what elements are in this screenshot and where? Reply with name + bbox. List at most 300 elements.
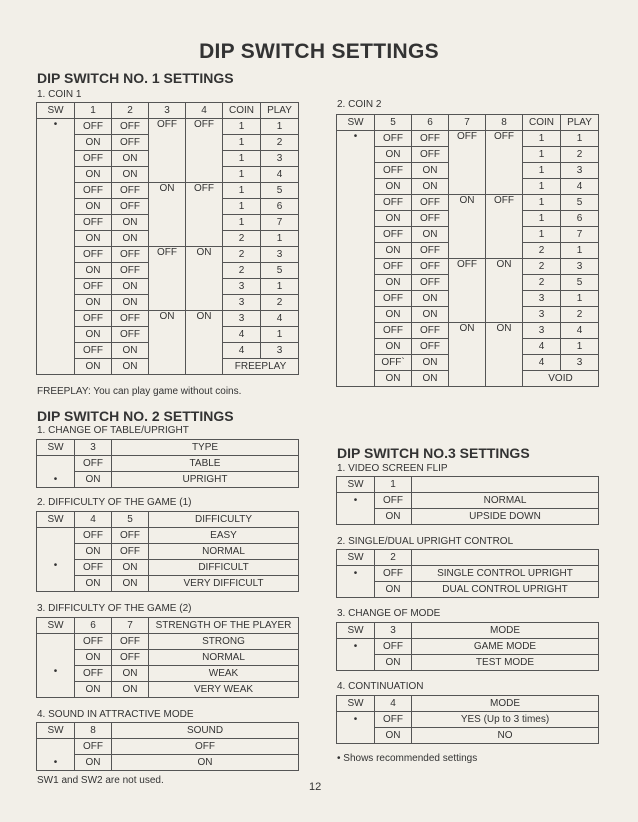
switch-cell: OFF: [412, 323, 449, 339]
table-upright-table: [36, 439, 299, 488]
table-row: [337, 195, 599, 211]
value-cell: DUAL CONTROL UPRIGHT: [412, 582, 599, 598]
play-cell: 3: [261, 151, 299, 167]
play-cell: 4: [261, 167, 299, 183]
switch-cell: ON: [375, 211, 412, 227]
sw-marker-cell: [37, 456, 75, 472]
header-cell: 5: [112, 512, 149, 528]
value-cell: UPRIGHT: [112, 472, 299, 488]
sound-subtitle: 4. SOUND IN ATTRACTIVE MODE: [37, 709, 194, 720]
coin-cell: 2: [523, 275, 561, 291]
recommended-note: • Shows recommended settings: [337, 753, 478, 764]
table-row: [337, 639, 599, 655]
play-cell: 7: [261, 215, 299, 231]
coin-cell: 1: [223, 119, 261, 135]
table-row: [337, 728, 599, 744]
switch-cell: OFF: [75, 666, 112, 682]
switch-cell: OFF: [375, 323, 412, 339]
switch-cell: ON: [75, 359, 112, 375]
switch-cell: OFF: [375, 291, 412, 307]
table-header-row: [37, 103, 299, 119]
header-cell: 2: [375, 550, 412, 566]
coin2-subtitle: 2. COIN 2: [337, 99, 382, 110]
coin-play-cell: VOID: [523, 371, 599, 387]
switch-cell: ON: [375, 275, 412, 291]
header-cell: SW: [37, 103, 75, 119]
switch-cell: ON: [75, 650, 112, 666]
table-header-row: [337, 477, 599, 493]
switch-cell: OFF: [112, 263, 149, 279]
value-cell: GAME MODE: [412, 639, 599, 655]
switch-cell: OFF: [375, 712, 412, 728]
header-cell: 3: [375, 623, 412, 639]
switch-cell: ON: [412, 227, 449, 243]
switch-cell: OFF: [449, 131, 486, 195]
switch-cell: ON: [375, 582, 412, 598]
play-cell: 4: [261, 311, 299, 327]
switch-cell: ON: [112, 295, 149, 311]
switch-cell: ON: [75, 327, 112, 343]
coin-cell: 2: [223, 247, 261, 263]
play-cell: 2: [261, 135, 299, 151]
switch-cell: ON: [75, 263, 112, 279]
value-cell: VERY WEAK: [149, 682, 299, 698]
switch-cell: OFF: [112, 528, 149, 544]
switch-cell: OFF: [375, 163, 412, 179]
table-row: [37, 755, 299, 771]
value-cell: ON: [112, 755, 299, 771]
switch-cell: ON: [112, 151, 149, 167]
table-row: [37, 247, 299, 263]
switch-cell: OFF: [375, 259, 412, 275]
difficulty1-table: [36, 511, 299, 592]
play-cell: 2: [261, 295, 299, 311]
table-header-row: [337, 696, 599, 712]
play-cell: 4: [561, 323, 599, 339]
header-cell: SW: [337, 115, 375, 131]
sw-marker-cell: •: [37, 634, 75, 698]
play-cell: 5: [561, 195, 599, 211]
switch-cell: ON: [75, 167, 112, 183]
table-row: [337, 566, 599, 582]
page-number: 12: [309, 781, 322, 793]
switch-cell: OFF: [112, 119, 149, 135]
coin-cell: 3: [223, 311, 261, 327]
coin1-table: [36, 102, 299, 375]
switch-cell: ON: [112, 576, 149, 592]
coin-cell: 4: [523, 355, 561, 371]
ds3-title: DIP SWITCH NO.3 SETTINGS: [337, 445, 530, 461]
coin-cell: 2: [523, 243, 561, 259]
switch-cell: OFF: [486, 131, 523, 195]
table-header-row: [37, 440, 299, 456]
switch-cell: ON: [112, 343, 149, 359]
switch-cell: OFF: [75, 311, 112, 327]
header-cell: 3: [149, 103, 186, 119]
continuation-table: [336, 695, 599, 744]
switch-cell: ON: [449, 195, 486, 259]
switch-cell: OFF: [75, 343, 112, 359]
coin-cell: 3: [523, 307, 561, 323]
table-row: [337, 712, 599, 728]
switch-cell: ON: [112, 279, 149, 295]
switch-cell: ON: [112, 231, 149, 247]
play-cell: 5: [261, 263, 299, 279]
switch-cell: ON: [375, 509, 412, 525]
play-cell: 5: [261, 183, 299, 199]
switch-cell: OFF: [112, 199, 149, 215]
coin-cell: 1: [523, 227, 561, 243]
coin-cell: 4: [223, 327, 261, 343]
sw-marker-cell: [337, 582, 375, 598]
coin-cell: 1: [523, 179, 561, 195]
header-cell: PLAY: [261, 103, 299, 119]
switch-cell: OFF: [149, 247, 186, 311]
header-cell: MODE: [412, 623, 599, 639]
switch-cell: ON: [375, 147, 412, 163]
table-row: [337, 131, 599, 147]
switch-cell: ON: [112, 666, 149, 682]
play-cell: 2: [561, 307, 599, 323]
value-cell: WEAK: [149, 666, 299, 682]
freeplay-note: FREEPLAY: You can play game without coins.: [37, 386, 242, 397]
header-cell: SW: [337, 696, 375, 712]
coin-cell: 2: [523, 259, 561, 275]
sw-marker-cell: •: [337, 639, 375, 655]
switch-cell: OFF: [75, 528, 112, 544]
switch-cell: OFF: [412, 243, 449, 259]
coin-cell: 1: [223, 199, 261, 215]
sw-marker-cell: •: [337, 566, 375, 582]
header-cell: 6: [75, 618, 112, 634]
table-row: [37, 456, 299, 472]
table-row: [337, 259, 599, 275]
coin-play-cell: FREEPLAY: [223, 359, 299, 375]
header-cell: 2: [112, 103, 149, 119]
switch-cell: ON: [75, 135, 112, 151]
switch-cell: ON: [412, 307, 449, 323]
switch-cell: OFF: [112, 544, 149, 560]
header-cell: 7: [449, 115, 486, 131]
switch-cell: ON: [375, 179, 412, 195]
sw-marker-cell: •: [37, 755, 75, 771]
page-title: DIP SWITCH SETTINGS: [199, 40, 439, 63]
value-cell: TABLE: [112, 456, 299, 472]
play-cell: 1: [261, 279, 299, 295]
flip-table: [336, 476, 599, 525]
header-cell: SW: [337, 550, 375, 566]
switch-cell: ON: [112, 215, 149, 231]
switch-cell: OFF: [412, 131, 449, 147]
coin-cell: 4: [223, 343, 261, 359]
header-cell: SW: [37, 440, 75, 456]
header-cell: TYPE: [112, 440, 299, 456]
switch-cell: OFF: [75, 215, 112, 231]
switch-cell: ON: [75, 682, 112, 698]
header-cell: COIN: [223, 103, 261, 119]
continuation-subtitle: 4. CONTINUATION: [337, 681, 424, 692]
value-cell: YES (Up to 3 times): [412, 712, 599, 728]
switch-cell: OFF: [412, 211, 449, 227]
header-cell: SOUND: [112, 723, 299, 739]
header-cell: SW: [37, 512, 75, 528]
ds2-title: DIP SWITCH NO. 2 SETTINGS: [37, 408, 234, 424]
control-subtitle: 2. SINGLE/DUAL UPRIGHT CONTROL: [337, 536, 514, 547]
table-header-row: [37, 723, 299, 739]
play-cell: 6: [561, 211, 599, 227]
play-cell: 1: [561, 243, 599, 259]
play-cell: 1: [561, 291, 599, 307]
header-cell: 1: [375, 477, 412, 493]
coin-cell: 3: [223, 295, 261, 311]
coin-cell: 1: [523, 131, 561, 147]
header-cell: 5: [375, 115, 412, 131]
switch-cell: ON: [375, 243, 412, 259]
switch-cell: OFF: [75, 634, 112, 650]
difficulty2-subtitle: 3. DIFFICULTY OF THE GAME (2): [37, 603, 192, 614]
table-row: [37, 528, 299, 544]
switch-cell: OFF: [412, 147, 449, 163]
table-row: [37, 544, 299, 560]
play-cell: 1: [261, 119, 299, 135]
value-cell: EASY: [149, 528, 299, 544]
unused-note: SW1 and SW2 are not used.: [37, 775, 164, 786]
coin-cell: 3: [223, 279, 261, 295]
switch-cell: OFF: [112, 327, 149, 343]
coin-cell: 3: [523, 291, 561, 307]
switch-cell: OFF: [186, 119, 223, 183]
switch-cell: ON: [449, 323, 486, 387]
coin2-table: [336, 114, 599, 387]
sw-marker-cell: •: [37, 119, 75, 375]
table-row: [37, 119, 299, 135]
flip-subtitle: 1. VIDEO SCREEN FLIP: [337, 463, 448, 474]
mode-subtitle: 3. CHANGE OF MODE: [337, 608, 441, 619]
switch-cell: ON: [112, 560, 149, 576]
header-cell: 8: [486, 115, 523, 131]
switch-cell: OFF: [75, 279, 112, 295]
sw-marker-cell: •: [337, 131, 375, 387]
switch-cell: ON: [412, 355, 449, 371]
sw-marker-cell: [337, 728, 375, 744]
switch-cell: ON: [75, 199, 112, 215]
coin-cell: 1: [223, 167, 261, 183]
header-cell: SW: [337, 623, 375, 639]
switch-cell: ON: [75, 755, 112, 771]
switch-cell: ON: [375, 371, 412, 387]
switch-cell: OFF: [375, 195, 412, 211]
sw-marker-cell: •: [337, 493, 375, 509]
switch-cell: ON: [112, 682, 149, 698]
switch-cell: ON: [412, 179, 449, 195]
table-row: [337, 323, 599, 339]
switch-cell: OFF: [375, 493, 412, 509]
play-cell: 7: [561, 227, 599, 243]
header-cell: 7: [112, 618, 149, 634]
coin-cell: 1: [223, 215, 261, 231]
play-cell: 5: [561, 275, 599, 291]
switch-cell: ON: [112, 167, 149, 183]
switch-cell: OFF: [486, 195, 523, 259]
switch-cell: OFF`: [375, 355, 412, 371]
sw-marker-cell: •: [37, 472, 75, 488]
value-cell: NORMAL: [149, 544, 299, 560]
play-cell: 1: [561, 339, 599, 355]
switch-cell: OFF: [112, 183, 149, 199]
coin-cell: 1: [223, 151, 261, 167]
header-cell: PLAY: [561, 115, 599, 131]
header-cell: SW: [337, 477, 375, 493]
header-cell: [412, 477, 599, 493]
play-cell: 1: [261, 231, 299, 247]
difficulty1-subtitle: 2. DIFFICULTY OF THE GAME (1): [37, 497, 192, 508]
table-row: [37, 183, 299, 199]
play-cell: 1: [561, 131, 599, 147]
ds1-title: DIP SWITCH NO. 1 SETTINGS: [37, 70, 234, 86]
sound-table: [36, 722, 299, 771]
switch-cell: ON: [375, 728, 412, 744]
play-cell: 4: [561, 179, 599, 195]
switch-cell: ON: [186, 311, 223, 375]
table-header-row: [37, 618, 299, 634]
switch-cell: OFF: [75, 560, 112, 576]
value-cell: NORMAL: [149, 650, 299, 666]
switch-cell: ON: [112, 359, 149, 375]
table-row: [337, 582, 599, 598]
table-row: [337, 509, 599, 525]
header-cell: MODE: [412, 696, 599, 712]
value-cell: DIFFICULT: [149, 560, 299, 576]
switch-cell: OFF: [75, 119, 112, 135]
switch-cell: OFF: [112, 650, 149, 666]
coin-cell: 2: [223, 231, 261, 247]
coin-cell: 4: [523, 339, 561, 355]
switch-cell: OFF: [75, 183, 112, 199]
table-row: [37, 472, 299, 488]
coin-cell: 1: [223, 183, 261, 199]
sw-marker-cell: [37, 739, 75, 755]
coin-cell: 1: [223, 135, 261, 151]
play-cell: 3: [261, 343, 299, 359]
play-cell: 3: [261, 247, 299, 263]
coin1-subtitle: 1. COIN 1: [37, 89, 82, 100]
header-cell: 4: [75, 512, 112, 528]
value-cell: OFF: [112, 739, 299, 755]
table-header-row: [37, 512, 299, 528]
value-cell: VERY DIFFICULT: [149, 576, 299, 592]
switch-cell: OFF: [149, 119, 186, 183]
table-row: [37, 650, 299, 666]
coin-cell: 1: [523, 211, 561, 227]
switch-cell: ON: [412, 163, 449, 179]
switch-cell: OFF: [375, 131, 412, 147]
table-header-row: [337, 623, 599, 639]
table-row: [37, 634, 299, 650]
switch-cell: ON: [149, 183, 186, 247]
header-cell: STRENGTH OF THE PLAYER: [149, 618, 299, 634]
header-cell: [412, 550, 599, 566]
play-cell: 6: [261, 199, 299, 215]
switch-cell: ON: [75, 544, 112, 560]
switch-cell: OFF: [112, 311, 149, 327]
header-cell: 8: [75, 723, 112, 739]
switch-cell: OFF: [375, 639, 412, 655]
header-cell: COIN: [523, 115, 561, 131]
switch-cell: OFF: [375, 566, 412, 582]
play-cell: 3: [561, 259, 599, 275]
table-row: [37, 576, 299, 592]
switch-cell: OFF: [449, 259, 486, 323]
value-cell: SINGLE CONTROL UPRIGHT: [412, 566, 599, 582]
switch-cell: OFF: [186, 183, 223, 247]
play-cell: 2: [561, 147, 599, 163]
switch-cell: ON: [75, 231, 112, 247]
header-cell: 1: [75, 103, 112, 119]
value-cell: TEST MODE: [412, 655, 599, 671]
sw-marker-cell: •: [37, 528, 75, 592]
switch-cell: OFF: [75, 247, 112, 263]
coin-cell: 1: [523, 163, 561, 179]
table-header-row: [337, 550, 599, 566]
header-cell: 4: [375, 696, 412, 712]
table-row: [337, 655, 599, 671]
switch-cell: ON: [75, 295, 112, 311]
switch-cell: OFF: [375, 227, 412, 243]
switch-cell: OFF: [112, 247, 149, 263]
sw-marker-cell: [337, 509, 375, 525]
switch-cell: ON: [412, 371, 449, 387]
switch-cell: OFF: [412, 195, 449, 211]
header-cell: 6: [412, 115, 449, 131]
header-cell: SW: [37, 723, 75, 739]
play-cell: 3: [561, 355, 599, 371]
switch-cell: OFF: [412, 259, 449, 275]
switch-cell: OFF: [112, 634, 149, 650]
sw-marker-cell: [337, 655, 375, 671]
table-upright-subtitle: 1. CHANGE OF TABLE/UPRIGHT: [37, 425, 189, 436]
table-row: [37, 311, 299, 327]
header-cell: 3: [75, 440, 112, 456]
switch-cell: ON: [375, 655, 412, 671]
switch-cell: OFF: [75, 151, 112, 167]
switch-cell: ON: [486, 323, 523, 387]
switch-cell: OFF: [412, 275, 449, 291]
switch-cell: ON: [75, 576, 112, 592]
table-row: [37, 739, 299, 755]
value-cell: STRONG: [149, 634, 299, 650]
header-cell: DIFFICULTY: [149, 512, 299, 528]
value-cell: NO: [412, 728, 599, 744]
coin-cell: 1: [523, 147, 561, 163]
table-header-row: [337, 115, 599, 131]
switch-cell: ON: [186, 247, 223, 311]
play-cell: 1: [261, 327, 299, 343]
switch-cell: ON: [75, 472, 112, 488]
mode-table: [336, 622, 599, 671]
control-table: [336, 549, 599, 598]
switch-cell: ON: [375, 307, 412, 323]
switch-cell: OFF: [75, 739, 112, 755]
value-cell: UPSIDE DOWN: [412, 509, 599, 525]
switch-cell: ON: [375, 339, 412, 355]
switch-cell: OFF: [112, 135, 149, 151]
switch-cell: OFF: [412, 339, 449, 355]
value-cell: NORMAL: [412, 493, 599, 509]
switch-cell: ON: [486, 259, 523, 323]
switch-cell: ON: [149, 311, 186, 375]
table-row: [37, 560, 299, 576]
header-cell: 4: [186, 103, 223, 119]
